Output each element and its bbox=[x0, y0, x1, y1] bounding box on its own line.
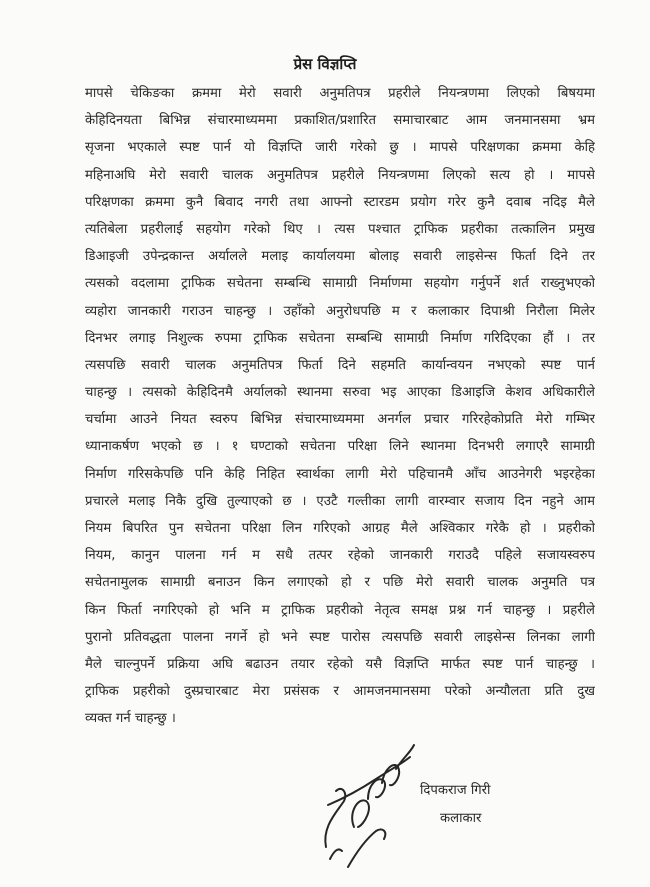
signatory-role: कलाकार bbox=[440, 811, 482, 826]
body-line: व्यहोरा जानकारी गराउन चाहन्छु । उहाँको अनुरोधपछि म र कलाकार दिपाश्री निरौला मिलेर bbox=[85, 303, 595, 319]
body-line: ध्यानाकर्षण भएको छ । १ घण्टाको सचेतना परिक्षा लिने स्थानमा दिनभरी लगाएरै सामाग्री bbox=[85, 439, 595, 455]
body-line: चर्चामा आउने नियत स्वरुप बिभिन्न संचारमाध्यममा अनर्गल प्रचार गरिरहेकोप्रति मेरो गम्भिर bbox=[85, 412, 595, 428]
body-line: महिनाअघि मेरो सवारी चालक अनुमतिपत्र प्रहरीले नियन्त्रणमा लिएको सत्य हो । मापसे bbox=[85, 167, 595, 183]
handwritten-signature bbox=[318, 735, 418, 870]
body-line: मैले चाल्नुपर्ने प्रक्रिया अघि बढाउन तयार रहेको यसै विज्ञप्ति मार्फत स्पष्ट पार्न चाहन्छु । bbox=[85, 656, 595, 672]
document-title: प्रेस विज्ञप्ति bbox=[293, 55, 357, 73]
body-line: प्रचारले मलाइ निकै दुखि तुल्याएको छ । एउटै गल्तीका लागी वारम्वार सजाय दिन नहुने आम bbox=[85, 493, 595, 509]
body-line: किन फिर्ता नगरिएको हो भनि म ट्राफिक प्रहरीको नेतृत्व समक्ष प्रश्न गर्न चाहन्छु । प्रहरीले bbox=[85, 602, 595, 618]
body-line: त्यसको वदलामा ट्राफिक सचेतना सम्बन्धि सामाग्री निर्माणमा सहयोग गर्नुपर्ने शर्त राख्नुभएको bbox=[85, 276, 595, 292]
signatory-name: दिपकराज गिरी bbox=[420, 783, 491, 798]
body-line: त्यसपछि सवारी चालक अनुमतिपत्र फिर्ता दिने सहमति कार्यान्वयन नभएको स्पष्ट पार्न bbox=[85, 357, 595, 373]
body-line: ट्राफिक प्रहरीको दुस्प्रचारबाट मेरा प्रसंसक र आमजनमानसमा परेको अन्यौलता प्रति दुख bbox=[85, 684, 595, 700]
body-line: दिनभर लगाइ निशुल्क रुपमा ट्राफिक सचेतना सम्बन्धि सामाग्री निर्माण गरिदिएका हौं । तर bbox=[85, 330, 595, 346]
body-line: सृजना भएकाले स्पष्ट पार्न यो विज्ञप्ति जारी गरेको छु । मापसे परिक्षणका क्रममा केहि bbox=[85, 140, 595, 156]
body-line: निर्माण गरिसकेपछि पनि केहि निहित स्वार्थका लागी मेरो पहिचानमै आँच आउनेगरी भइरहेका bbox=[85, 466, 595, 482]
body-line: पुरानो प्रतिवद्धता पालना नगर्ने हो भने स्पष्ट पारोस त्यसपछि सवारी लाइसेन्स लिनका लागी bbox=[85, 629, 595, 645]
body-line: नियम बिपरित पुन सचेतना परिक्षा लिन गरिएको आग्रह मैले अश्विकार गरेकै हो । प्रहरीको bbox=[85, 521, 595, 536]
body-line: त्यतिबेला प्रहरीलाई सहयोग गरेको थिए । त्यस पश्चात ट्राफिक प्रहरीका तत्कालिन प्रमुख bbox=[85, 221, 595, 237]
body-line-last: व्यक्त गर्न चाहन्छु । bbox=[85, 711, 176, 727]
document-body bbox=[85, 80, 595, 733]
body-line: मापसे चेकिङका क्रममा मेरो सवारी अनुमतिपत्र प्रहरीले नियन्त्रणमा लिएको बिषयमा bbox=[85, 86, 595, 101]
body-line: डिआइजी उपेन्द्रकान्त अर्यालले मलाइ कार्यालयमा बोलाइ सवारी लाइसेन्स फिर्ता दिने तर bbox=[85, 249, 595, 265]
body-line: परिक्षणका क्रममा कुनै बिवाद नगरी तथा आफ्नो स्टारडम प्रयोग गरेर कुनै दवाब नदिइ मैले bbox=[85, 194, 595, 210]
body-line: केहिदिनयता बिभिन्न संचारमाध्यममा प्रकाशित/प्रशारित समाचारबाट आम जनमानसमा भ्रम bbox=[85, 113, 595, 129]
body-line: सचेतनामुलक सामाग्री बनाउन किन लगाएको हो र पछि मेरो सवारी चालक अनुमति पत्र bbox=[85, 575, 595, 591]
body-line: नियम, कानुन पालना गर्न म सधै तत्पर रहेको जानकारी गराउदै पहिले सजायस्वरुप bbox=[85, 548, 595, 564]
body-line: चाहन्छु । त्यसको केहिदिनमै अर्यालको स्थानमा सरुवा भइ आएका डिआइजि केशव अधिकारीले bbox=[85, 385, 595, 401]
